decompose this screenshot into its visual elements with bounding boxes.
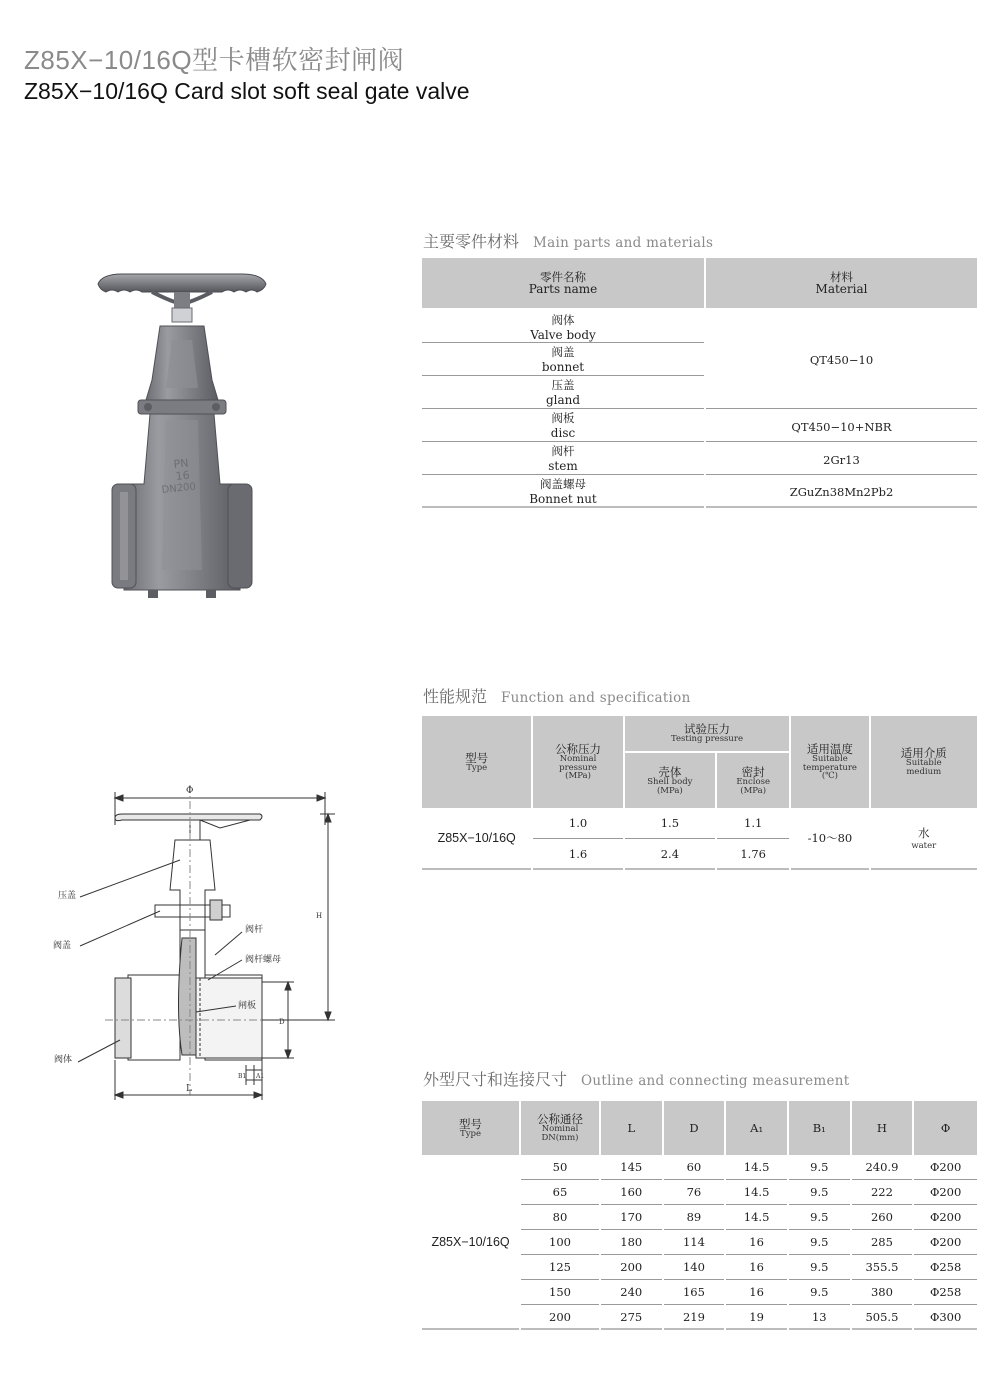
dimension-dn-cell: 150 xyxy=(521,1280,599,1305)
dimension-l-cell: 275 xyxy=(601,1305,662,1330)
col-test-cn: 试验压力 xyxy=(683,722,730,736)
col-nominal-en1: Nominal xyxy=(559,753,597,764)
dimensions-heading-cn: 外型尺寸和连接尺寸 xyxy=(423,1070,568,1089)
col-nominal-cn: 公称压力 xyxy=(555,741,602,756)
col-type-en: Type xyxy=(460,1128,481,1139)
spec-heading-en: Function and specification xyxy=(501,690,691,706)
pressure-marking: 16 xyxy=(174,468,191,483)
spec-shell: 1.5 xyxy=(625,808,715,839)
dimension-h-cell: 355.5 xyxy=(852,1255,913,1280)
valve-photo xyxy=(92,270,272,610)
col-nominal-unit: (MPa) xyxy=(565,771,591,782)
dimension-h-cell: 505.5 xyxy=(852,1305,913,1330)
medium-en: water xyxy=(911,841,937,851)
dimension-dn-cell: 50 xyxy=(521,1155,599,1180)
col-nominal-en2: pressure xyxy=(559,762,597,773)
col-parts-cn: 零件名称 xyxy=(540,269,586,284)
dimension-type: Z85X−10/16Q xyxy=(422,1155,519,1330)
dimension-l-cell: 145 xyxy=(601,1155,662,1180)
dimension-b1-cell: 13 xyxy=(789,1305,850,1330)
col-temperature xyxy=(791,716,868,808)
part-cell xyxy=(422,409,704,442)
col-material-en: Material xyxy=(815,281,868,296)
spec-medium xyxy=(871,808,977,870)
col-material xyxy=(706,258,977,308)
handwheel xyxy=(98,274,266,292)
col-shell-en: Shell body xyxy=(647,776,693,787)
col-seal-unit: (MPa) xyxy=(740,785,767,796)
dimension-dn-cell: 100 xyxy=(521,1230,599,1255)
dimension-h-cell: 285 xyxy=(852,1230,913,1255)
medium-cn: 水 xyxy=(918,826,930,840)
col-shell-cn: 壳体 xyxy=(658,764,682,779)
materials-heading-en: Main parts and materials xyxy=(533,235,714,251)
col-temp-en2: temperature xyxy=(802,762,857,773)
dimension-d-cell: 165 xyxy=(664,1280,725,1305)
dimension-h-cell: 380 xyxy=(852,1280,913,1305)
part-cn: 压盖 xyxy=(551,378,575,392)
dimension-phi-cell: Φ200 xyxy=(914,1180,977,1205)
label-body: 阀体 xyxy=(54,1055,73,1065)
dimensions-table xyxy=(420,1101,979,1330)
material-value: QT450−10 xyxy=(809,352,874,367)
part-cell xyxy=(422,475,704,508)
spec-seal: 1.1 xyxy=(717,808,789,839)
col-d: D xyxy=(664,1101,725,1155)
dimension-l-cell: 240 xyxy=(601,1280,662,1305)
part-en: disc xyxy=(550,426,576,440)
label-disc: 闸板 xyxy=(238,1001,257,1011)
dimension-a1-cell: 19 xyxy=(726,1305,787,1330)
dim-d-label: D xyxy=(279,1018,285,1026)
col-shell-unit: (MPa) xyxy=(656,785,683,796)
part-cell xyxy=(422,343,704,376)
dimension-a1-cell: 16 xyxy=(726,1255,787,1280)
part-cell xyxy=(422,376,704,409)
part-en: Bonnet nut xyxy=(529,491,597,506)
part-cn: 阀盖 xyxy=(551,345,575,359)
label-gland: 压盖 xyxy=(58,891,77,901)
spec-temperature: -10～80 xyxy=(791,808,868,870)
material-value: 2Gr13 xyxy=(823,452,860,467)
col-a1: A₁ xyxy=(726,1101,787,1155)
dimension-l-cell: 160 xyxy=(601,1180,662,1205)
col-h: H xyxy=(852,1101,913,1155)
col-testing-pressure xyxy=(625,716,790,753)
col-seal-cn: 密封 xyxy=(741,764,765,779)
dimension-b1-cell: 9.5 xyxy=(789,1180,850,1205)
dim-phi-label: Φ xyxy=(186,786,194,796)
col-dn-en2: DN(mm) xyxy=(541,1133,579,1144)
pn-marking: PN xyxy=(172,456,190,471)
materials-heading-cn: 主要零件材料 xyxy=(423,232,520,251)
valve-drawing xyxy=(50,780,350,1110)
dimension-dn-cell: 65 xyxy=(521,1180,599,1205)
materials-heading xyxy=(423,229,713,252)
col-type-en: Type xyxy=(466,762,488,773)
dimension-a1-cell: 14.5 xyxy=(726,1205,787,1230)
dimension-phi-cell: Φ200 xyxy=(914,1205,977,1230)
dimension-d-cell: 76 xyxy=(664,1180,725,1205)
dimension-b1-cell: 9.5 xyxy=(789,1230,850,1255)
part-cn: 阀盖螺母 xyxy=(540,476,586,491)
dimension-l-cell: 170 xyxy=(601,1205,662,1230)
dimension-d-cell: 219 xyxy=(664,1305,725,1330)
material-value: QT450−10+NBR xyxy=(791,419,892,434)
col-seal xyxy=(717,753,789,808)
label-bonnet: 阀盖 xyxy=(53,941,72,951)
col-dn-en1: Nominal xyxy=(541,1124,579,1135)
dimension-d-cell: 89 xyxy=(664,1205,725,1230)
dimension-b1-cell: 9.5 xyxy=(789,1255,850,1280)
label-stem: 阀杆 xyxy=(245,925,264,935)
page-title-cn: Z85X−10/16Q型卡槽软密封闸阀 xyxy=(24,45,405,75)
col-medium-en2: medium xyxy=(906,767,942,778)
spec-shell: 2.4 xyxy=(625,839,715,870)
dimension-phi-cell: Φ258 xyxy=(914,1280,977,1305)
col-b1: B₁ xyxy=(789,1101,850,1155)
col-l: L xyxy=(601,1101,662,1155)
col-dn-cn: 公称通径 xyxy=(536,1112,583,1127)
dimension-d-cell: 60 xyxy=(664,1155,725,1180)
col-parts-en: Parts name xyxy=(528,281,598,296)
dimension-l-cell: 200 xyxy=(601,1255,662,1280)
part-en: gland xyxy=(545,393,581,407)
material-cell xyxy=(706,409,977,442)
col-temp-unit: (℃) xyxy=(821,771,838,782)
col-material-cn: 材料 xyxy=(830,269,853,284)
dimension-dn-cell: 125 xyxy=(521,1255,599,1280)
material-cell xyxy=(706,308,977,409)
spec-nominal: 1.0 xyxy=(533,808,622,839)
dimension-phi-cell: Φ300 xyxy=(914,1305,977,1330)
label-stem-nut: 阀杆螺母 xyxy=(245,955,282,965)
col-medium xyxy=(871,716,977,808)
dimension-a1-cell: 16 xyxy=(726,1230,787,1255)
material-cell xyxy=(706,442,977,475)
page-title-en: Z85X−10/16Q Card slot soft seal gate valve xyxy=(24,78,470,104)
col-seal-en: Enclose xyxy=(736,776,770,787)
part-cn: 阀板 xyxy=(551,411,575,425)
col-nominal-pressure xyxy=(533,716,622,808)
dimension-h-cell: 222 xyxy=(852,1180,913,1205)
col-type xyxy=(422,1101,519,1155)
dimension-d-cell: 140 xyxy=(664,1255,725,1280)
dim-b1-label: B1 xyxy=(238,1073,247,1080)
dimension-row xyxy=(422,1155,977,1180)
materials-table xyxy=(420,258,979,508)
dimensions-heading-en: Outline and connecting measurement xyxy=(581,1073,850,1089)
col-parts-name xyxy=(422,258,704,308)
col-phi: Φ xyxy=(914,1101,977,1155)
col-type-cn: 型号 xyxy=(459,1116,483,1131)
spec-seal: 1.76 xyxy=(717,839,789,870)
dimension-dn-cell: 200 xyxy=(521,1305,599,1330)
dimension-l-cell: 180 xyxy=(601,1230,662,1255)
dimension-a1-cell: 14.5 xyxy=(726,1180,787,1205)
spec-heading-cn: 性能规范 xyxy=(423,687,488,706)
col-dn xyxy=(521,1101,599,1155)
dimension-phi-cell: Φ200 xyxy=(914,1155,977,1180)
material-value: ZGuZn38Mn2Pb2 xyxy=(789,485,894,499)
part-en: stem xyxy=(548,459,578,473)
part-cn: 阀体 xyxy=(551,313,575,327)
dimension-phi-cell: Φ258 xyxy=(914,1255,977,1280)
part-en: Valve body xyxy=(530,328,596,342)
dimension-a1-cell: 14.5 xyxy=(726,1155,787,1180)
material-cell xyxy=(706,475,977,508)
dimension-dn-cell: 80 xyxy=(521,1205,599,1230)
col-medium-en1: Suitable xyxy=(905,758,942,769)
dimension-b1-cell: 9.5 xyxy=(789,1280,850,1305)
dim-a1-label: A1 xyxy=(256,1073,265,1080)
part-cn: 阀杆 xyxy=(551,444,575,458)
col-shell xyxy=(625,753,715,808)
part-cell xyxy=(422,442,704,475)
dimension-h-cell: 260 xyxy=(852,1205,913,1230)
dimension-b1-cell: 9.5 xyxy=(789,1155,850,1180)
dim-l-label: L xyxy=(186,1084,192,1094)
dimensions-heading xyxy=(423,1067,850,1090)
dn-marking: DN200 xyxy=(161,481,197,496)
part-en: bonnet xyxy=(541,360,585,374)
col-medium-cn: 适用介质 xyxy=(900,746,947,761)
dimension-h-cell: 240.9 xyxy=(852,1155,913,1180)
spec-heading xyxy=(423,684,691,707)
spec-type: Z85X−10/16Q xyxy=(422,808,531,870)
dimension-a1-cell: 16 xyxy=(726,1280,787,1305)
col-type xyxy=(422,716,531,808)
col-temp-en1: Suitable xyxy=(812,753,848,764)
col-type-cn: 型号 xyxy=(465,750,489,765)
dimension-b1-cell: 9.5 xyxy=(789,1205,850,1230)
col-temp-cn: 适用温度 xyxy=(806,741,853,756)
col-test-en: Testing pressure xyxy=(671,734,743,745)
dimension-phi-cell: Φ200 xyxy=(914,1230,977,1255)
part-cell xyxy=(422,308,704,343)
dimension-d-cell: 114 xyxy=(664,1230,725,1255)
dim-h-label: H xyxy=(316,912,323,920)
spec-nominal: 1.6 xyxy=(533,839,622,870)
spec-table xyxy=(420,716,979,870)
